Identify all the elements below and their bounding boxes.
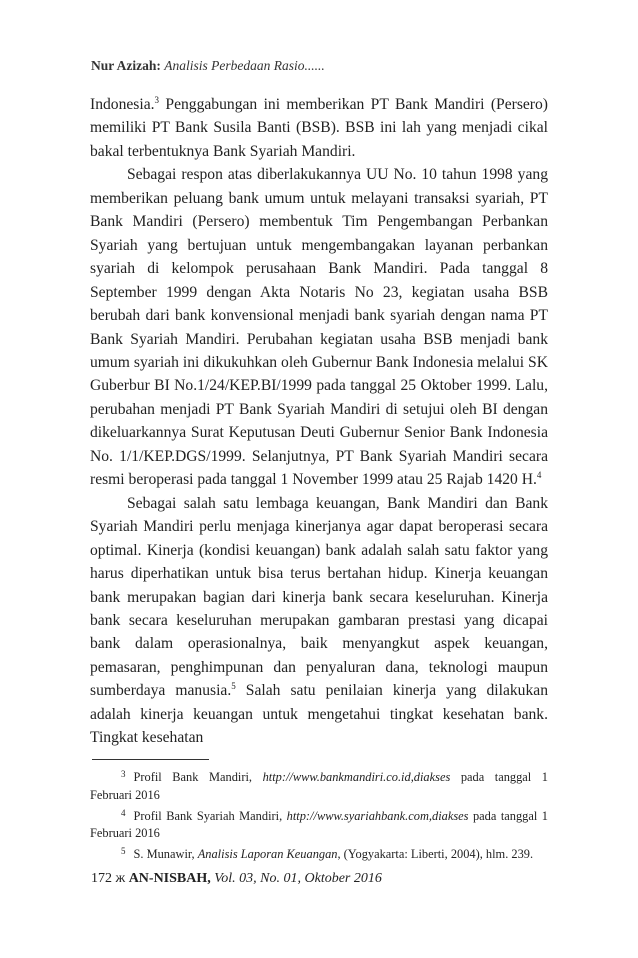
footnote-text-cont: , (Yogyakarta: Liberti, 2004), hlm. 239. xyxy=(337,847,534,862)
paragraph-1-text-cont: Penggabungan ini memberikan PT Bank Mandiri (Persero) memiliki PT Bank Susila Banti (BSB). BSB ini lah yang menjadi cikal bakal terbentuknya Bank Syariah Mandiri. xyxy=(90,96,548,160)
paragraph-1-text: Indonesia. xyxy=(90,96,155,113)
footnote-text: S. Munawir, xyxy=(133,847,198,862)
paragraph-1 xyxy=(90,93,548,163)
paragraph-2 xyxy=(90,163,548,491)
header-author: Nur Azizah: xyxy=(91,58,161,73)
footnote-text-cont: pada tanggal 1 Februari 2016 xyxy=(90,808,548,841)
footnote-ref-5: 5 xyxy=(231,681,236,692)
footnote-number: 5 xyxy=(121,846,126,857)
paragraph-3-text: Sebagai salah satu lembaga keuangan, Bank Mandiri dan Bank Syariah Mandiri perlu menjaga kinerjanya agar dapat beroperasi secara optimal. Kinerja (kondisi keuangan) bank adalah salah satu faktor yang harus diperhatikan untuk bisa terus bertahan hidup. Kinerja keuangan bank merupakan bagian dari kinerja bank secara keseluruhan. Kinerja bank secara keseluruhan merupakan gambaran prestasi yang dicapai bank dalam operasionalnya, baik menyangkut aspek keuangan, pemasaran, penghimpunan dan penyaluran dana, teknologi maupun sumberdaya manusia. xyxy=(90,494,548,700)
footnote-5 xyxy=(90,843,548,864)
footnote-text: Profil Bank Mandiri, xyxy=(133,770,263,784)
paragraph-3 xyxy=(90,492,548,750)
footnotes xyxy=(90,766,548,864)
footnote-divider xyxy=(92,759,209,760)
footnote-3 xyxy=(90,766,548,805)
body-text xyxy=(90,93,548,750)
header-title: Analisis Perbedaan Rasio...... xyxy=(164,58,325,73)
footnote-link: http://www.bankmandiri.co.id,diakses xyxy=(262,770,451,784)
footnote-text-cont: pada tanggal 1 Februari 2016 xyxy=(90,770,548,802)
footnote-number: 3 xyxy=(121,769,126,779)
footnote-link: http://www.syariahbank.com,diakses xyxy=(286,808,469,823)
journal-volume: Vol. 03, No. 01, Oktober 2016 xyxy=(214,871,382,886)
running-header xyxy=(91,58,325,74)
footer-separator: ж xyxy=(115,871,126,886)
footnote-ref-3: 3 xyxy=(154,95,160,105)
page-number: 172 xyxy=(91,871,112,886)
footnote-book-title: Analisis Laporan Keuangan xyxy=(197,847,338,862)
footnote-number: 4 xyxy=(121,807,126,818)
journal-name: AN-NISBAH, xyxy=(128,871,211,886)
page-footer xyxy=(91,871,382,887)
footnote-ref-4: 4 xyxy=(536,470,542,481)
footnote-4 xyxy=(90,805,548,844)
paragraph-3-text-cont: Salah satu penilaian kinerja yang dilakukan adalah kinerja keuangan untuk mengetahui tingkat kesehatan bank. Tingkat kesehatan xyxy=(90,682,548,747)
paragraph-2-text: Sebagai respon atas diberlakukannya UU No. 10 tahun 1998 yang memberikan peluang bank umum untuk melayani transaksi syariah, PT Bank Mandiri (Persero) membentuk Tim Pengembangan Perbankan Syariah yang bertujuan untuk mengembangakan layanan perbankan syariah di kelompok perusahaan Bank Mandiri. Pada tanggal 8 September 1999 dengan Akta Notaris No 23, kegiatan usaha BSB berubah dari bank konvensional menjadi bank syariah dengan nama PT Bank Syariah Mandiri. Perubahan kegiatan usaha BSB menjadi bank umum syariah ini dikukuhkan oleh Gubernur Bank Indonesia melalui SK Guberbur BI No.1/24/KEP.BI/1999 pada tanggal 25 Oktober 1999. Lalu, perubahan menjadi PT Bank Syariah Mandiri di setujui oleh BI dengan dikeluarkannya Surat Keputusan Deuti Gubernur Senior Bank Indonesia No. 1/1/KEP.DGS/1999. Selanjutnya, PT Bank Syariah Mandiri secara resmi beroperasi pada tanggal 1 November 1999 atau 25 Rajab 1420 H. xyxy=(90,166,548,489)
footnote-text: Profil Bank Syariah Mandiri, xyxy=(133,808,287,823)
